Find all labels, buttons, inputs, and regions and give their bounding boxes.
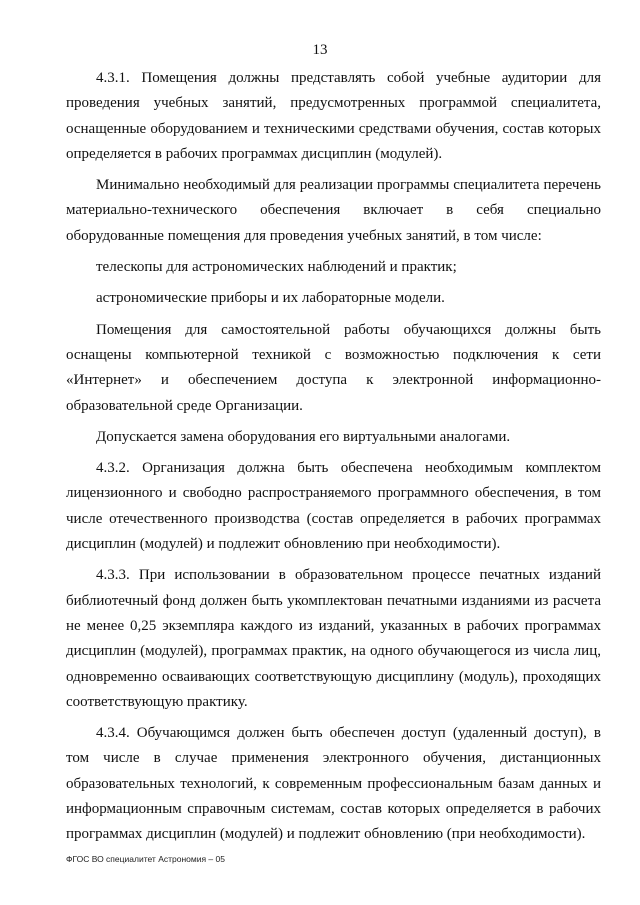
paragraph-4-3-4: 4.3.4. Обучающимся должен быть обеспечен доступ (удаленный доступ), в том числе в случае применения электронного обучения, дистанционных образовательных технологий, к современным профессиональным базам данных и информационным справочным системам, состав которых определяется в рабочих программах дисциплин (модулей) и подлежит обновлению (при необходимости). <box>66 725 601 843</box>
paragraph-4-3-3: 4.3.3. При использовании в образовательном процессе печатных изданий библиотечный фонд должен быть укомплектован печатными изданиями из расчета не менее 0,25 экземпляра каждого из изданий, указанных в рабочих программах дисциплин (модулей), программах практик, на одного обучающегося из числа лиц, одновременно осваивающих соответствующую дисциплину (модуль), проходящих соответствующую практику. <box>66 567 601 710</box>
page-number: 13 <box>312 42 328 58</box>
document-body <box>66 66 601 854</box>
document-footer: ФГОС ВО специалитет Астрономия – 05 <box>66 854 225 864</box>
paragraph-self-study-rooms: Помещения для самостоятельной работы обучающихся должны быть оснащены компьютерной техникой с возможностью подключения к сети «Интернет» и обеспечением доступа к электронной информационно-образовательной среде Организации. <box>66 321 601 414</box>
list-item-telescopes: телескопы для астрономических наблюдений и практик; <box>96 259 457 276</box>
paragraph-equipment-list-intro: Минимально необходимый для реализации программы специалитета перечень материально-технического обеспечения включает в себя специально оборудованные помещения для проведения учебных занятий, в том числе: <box>66 177 601 244</box>
paragraph-virtual-analogues: Допускается замена оборудования его виртуальными аналогами. <box>96 428 511 445</box>
paragraph-4-3-1: 4.3.1. Помещения должны представлять собой учебные аудитории для проведения учебных занятий, предусмотренных программой специалитета, оснащенные оборудованием и техническими средствами обучения, состав которых определяется в рабочих программах дисциплин (модулей). <box>66 70 601 162</box>
list-item-instruments: астрономические приборы и их лабораторные модели. <box>96 290 445 307</box>
paragraph-4-3-2: 4.3.2. Организация должна быть обеспечена необходимым комплектом лицензионного и свободно распространяемого программного обеспечения, в том числе отечественного производства (состав определяется в рабочих программах дисциплин (модулей) и подлежит обновлению при необходимости). <box>66 460 601 553</box>
